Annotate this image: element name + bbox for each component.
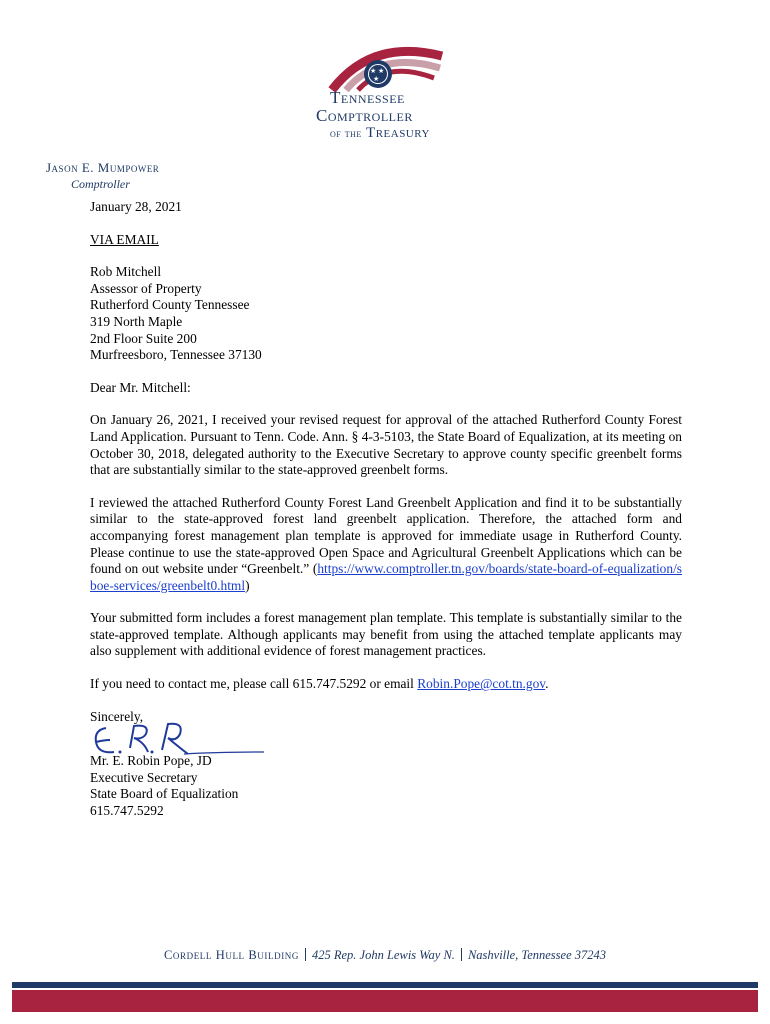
address-line: Rutherford County Tennessee — [90, 297, 250, 313]
address-line: Assessor of Property — [90, 280, 202, 296]
sender-name: Jason E. Mumpower — [46, 160, 160, 175]
address-line: Rob Mitchell — [90, 264, 162, 280]
logo-line-tennessee: Tennessee — [330, 88, 405, 107]
footer-bar-navy — [12, 982, 758, 988]
footer-bar-red — [12, 990, 758, 1012]
closing: Sincerely, — [90, 708, 144, 724]
svg-text:★: ★ — [370, 67, 377, 75]
comptroller-logo — [312, 42, 462, 146]
svg-text:★: ★ — [378, 67, 385, 75]
paragraph-2: I reviewed the attached Rutherford County Forest Land Greenbelt Application and find it to be substantially similar to the state-approved forest land greenbelt application. Therefore, the attached form and accompanying forest management plan template is approved for immediate usage in Rutherford County. Please continue to use the state-approved Open Space and Agricultural Greenbelt Applications which can be found on out website under “Greenbelt.” (https://www.comptroller.tn.gov/boards/state-board-of-equalization/sboe-services/greenbelt0.html) — [90, 494, 682, 593]
recipient-address — [90, 264, 682, 364]
signer-org: State Board of Equalization — [90, 786, 239, 802]
salutation: Dear Mr. Mitchell: — [90, 379, 191, 395]
footer-building: Cordell Hull Building — [163, 948, 299, 962]
email-link[interactable]: Robin.Pope@cot.tn.gov — [417, 676, 546, 692]
address-line: Murfreesboro, Tennessee 37130 — [90, 347, 262, 363]
footer-address — [0, 948, 770, 963]
logo-line-comptroller: Comptroller — [316, 106, 413, 125]
paragraph-3: Your submitted form includes a forest management plan template. This template is substantially similar to the state-approved template. Although applicants may benefit from using the attached template applicants may also supplement with additional evidence of forest management practices. — [90, 610, 682, 659]
paragraph-1: On January 26, 2021, I received your revised request for approval of the attached Rutherford County Forest Land Application. Pursuant to Tenn. Code. Ann. § 4-3-5103, the State Board of Equalization, at its meeting on October 30, 2018, delegated authority to the Executive Secretary to approve county specific greenbelt forms that are substantially similar to the state-approved greenbelt forms. — [90, 412, 682, 478]
letter-date: January 28, 2021 — [90, 199, 182, 214]
footer-divider — [461, 948, 462, 961]
footer-city: Nashville, Tennessee 37243 — [467, 948, 607, 962]
logo-emblem-icon — [312, 42, 462, 92]
signer-name: Mr. E. Robin Pope, JD — [90, 753, 212, 768]
sender-block — [46, 160, 159, 192]
logo-line-treasury: of the Treasury — [330, 125, 430, 141]
svg-text:★: ★ — [373, 75, 380, 83]
address-line: 2nd Floor Suite 200 — [90, 330, 197, 346]
signer-title: Executive Secretary — [90, 769, 198, 785]
letter-body — [90, 199, 682, 725]
signer-phone: 615.747.5292 — [90, 802, 164, 818]
signature-block — [90, 753, 238, 819]
delivery-method: VIA EMAIL — [90, 231, 159, 247]
footer-street: 425 Rep. John Lewis Way N. — [312, 948, 455, 962]
sender-title: Comptroller — [71, 177, 130, 191]
address-line: 319 North Maple — [90, 313, 183, 329]
greenbelt-link[interactable]: https://www.comptroller.tn.gov/boards/state-board-of-equalization/sboe-services/greenbelt0.html — [90, 561, 682, 593]
paragraph-4: If you need to contact me, please call 615.747.5292 or email Robin.Pope@cot.tn.gov. — [90, 676, 549, 692]
footer-divider — [305, 948, 306, 961]
